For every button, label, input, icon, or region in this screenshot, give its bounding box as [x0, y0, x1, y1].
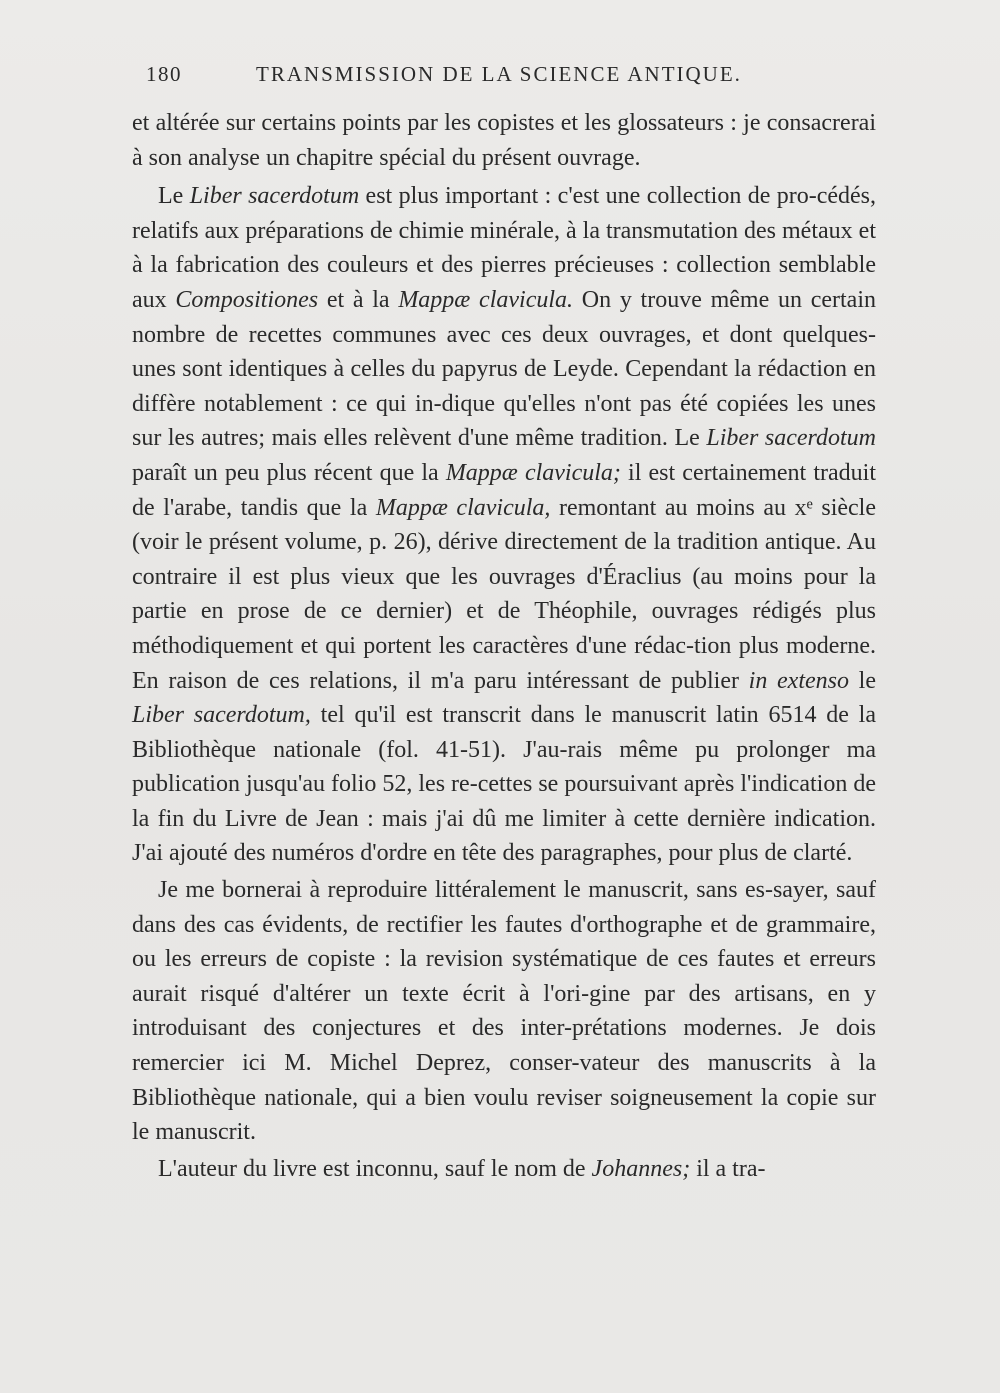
text-segment: On y trouve même un certain nombre de recettes communes avec ces deux ouvrages, et dont quelques-unes sont identiques à celles du papyrus de Leyde. Cependant la rédaction en diffère notablement : ce qui in-dique qu'elles n'ont pas été copiées les unes sur les autres; mais elles relèvent d'une même tradition. Le	[132, 286, 876, 452]
page-header	[146, 62, 866, 96]
text-segment: remontant au moins au xᵉ siècle (voir le présent volume, p. 26), dérive directement de la tradition antique. Au contraire il est plus vieux que les ouvrages d'Éraclius (au moins pour la partie en prose de ce dernier) et de Théophile, ouvrages rédigés plus méthodiquement et qui portent les caractères d'une rédac-tion plus moderne. En raison de ces relations, il m'a paru intéressant de publier	[132, 494, 876, 694]
italic-text-segment: Mappæ clavicula.	[398, 286, 574, 313]
text-segment: il est certainement traduit de l'arabe, tandis que la	[132, 459, 877, 521]
text-segment: paraît un peu plus récent que la	[132, 459, 446, 486]
text-segment: et altérée sur certains points par les copistes et les glossateurs : je consacrerai à son analyse un chapitre spécial du présent ouvrage.	[132, 110, 876, 171]
italic-text-segment: in extenso	[748, 667, 849, 694]
italic-text-segment: Compositiones	[175, 286, 319, 313]
italic-text-segment: Mappæ clavicula;	[445, 459, 621, 486]
italic-text-segment: Johannes;	[591, 1155, 691, 1182]
paragraph-4	[132, 1152, 876, 1187]
text-segment: et à la	[318, 286, 399, 313]
italic-text-segment: Liber sacerdotum	[706, 425, 876, 452]
text-segment: tel qu'il est transcrit dans le manuscrit latin 6514 de la Bibliothèque nationale (fol. 41-51). J'au-rais même pu prolonger ma publication jusqu'au folio 52, les re-cettes se poursuivant après l'indication de la fin du Livre de Jean : mais j'ai dû me limiter à cette dernière indication. J'ai ajouté des numéros d'ordre en tête des paragraphes, pour plus de clarté.	[132, 702, 876, 867]
paragraph-2	[132, 179, 876, 871]
text-segment: Je me bornerai à reproduire littéralement le manuscrit, sans es-sayer, sauf dans des cas évidents, de rectifier les fautes d'orthographe et de grammaire, ou les erreurs de copiste : la revision systématique de ces fautes et erreurs aurait risqué d'altérer un texte écrit à l'ori-gine par des artisans, en y introduisant des conjectures et des inter-prétations modernes. Je dois remercier ici M. Michel Deprez, conser-vateur des manuscrits à la Bibliothèque nationale, qui a bien voulu reviser soigneusement la copie sur le manuscrit.	[132, 877, 876, 1146]
running-title: TRANSMISSION DE LA SCIENCE ANTIQUE.	[256, 62, 742, 86]
paragraph-1	[132, 106, 876, 175]
italic-text-segment: Liber sacerdotum	[189, 183, 360, 210]
italic-text-segment: Liber sacerdotum,	[132, 702, 311, 729]
text-segment: le	[849, 667, 877, 694]
body-text	[132, 106, 876, 1186]
text-segment: L'auteur du livre est inconnu, sauf le nom de	[158, 1155, 592, 1182]
paragraph-3	[132, 873, 876, 1150]
page-number: 180	[146, 62, 182, 86]
italic-text-segment: Mappæ clavicula,	[375, 494, 551, 521]
text-segment: est plus important : c'est une collection de pro-cédés, relatifs aux préparations de chimie minérale, à la transmutation des métaux et à la fabrication des couleurs et des pierres précieuses : collection semblable aux	[132, 183, 876, 313]
text-segment: il a tra-	[690, 1155, 766, 1182]
text-segment: Le	[158, 183, 190, 210]
